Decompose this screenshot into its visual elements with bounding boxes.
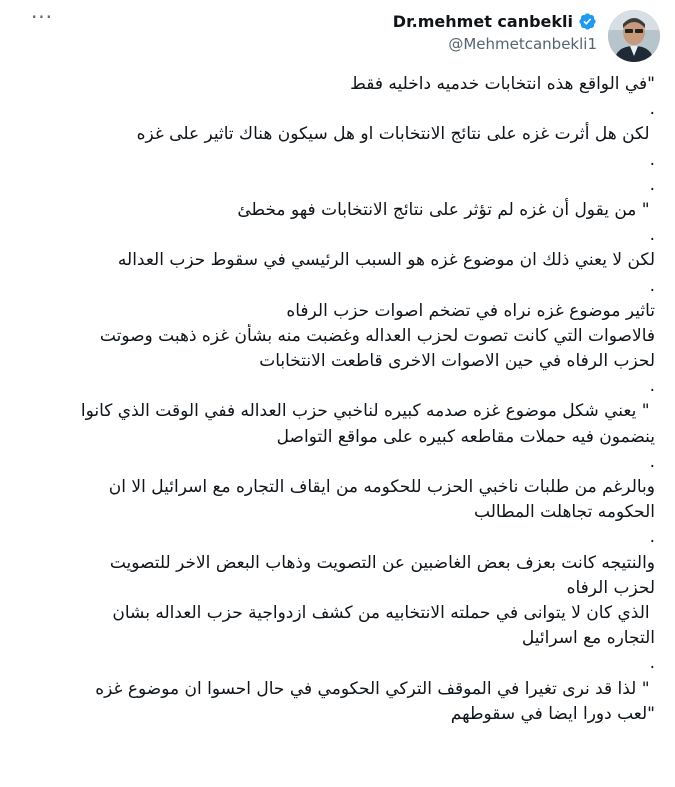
tweet-line: . <box>649 149 655 170</box>
tweet-line: التجاره مع اسرائيل <box>521 628 655 649</box>
author-display-name[interactable]: Dr.mehmet canbekli <box>392 12 573 31</box>
tweet-line: . <box>649 225 655 246</box>
tweet-line: . <box>649 174 655 195</box>
tweet-line: الذي كان لا يتوانى في حملته الانتخابيه من كشف ازدواجية حزب العداله بشان <box>112 602 655 623</box>
tweet-line: لكن لا يعني ذلك ان موضوع غزه هو السبب الرئيسي في سقوط حزب العداله <box>117 250 655 271</box>
author-name-row <box>393 12 597 31</box>
tweet-line: " لذا قد نرى تغيرا في الموقف التركي الحكومي في حال احسوا ان موضوع غزه <box>95 678 655 699</box>
tweet-line: . <box>649 527 655 548</box>
tweet-line: . <box>649 376 655 397</box>
more-options-icon[interactable]: ··· <box>30 5 54 29</box>
tweet-line: لكن هل أثرت غزه على نتائج الانتخابات او هل سيكون هناك تاثير على غزه <box>136 124 655 145</box>
tweet-line: . <box>649 451 655 472</box>
tweet-line: والنتيجه كانت بعزف بعض الغاضبين عن التصويت وذهاب البعض الاخر للتصويت <box>109 552 655 573</box>
author-handle[interactable]: @Mehmetcanbekli1 <box>448 35 597 53</box>
tweet-line: "لعب دورا ايضا في سقوطهم <box>450 703 655 724</box>
author-avatar[interactable] <box>608 10 660 62</box>
profile-photo-icon <box>608 10 660 62</box>
tweet-line: " يعني شكل موضوع غزه صدمه كبيره لناخبي حزب العداله ففي الوقت الذي كانوا <box>80 401 655 422</box>
tweet-line: ينضمون فيه حملات مقاطعه كبيره على مواقع التواصل <box>276 426 655 447</box>
tweet-line: "في الواقع هذه انتخابات خدميه داخليه فقط <box>350 74 655 94</box>
tweet-text <box>24 72 655 727</box>
tweet-line: فالاصوات التي كانت تصوت لحزب العداله وغضبت منه بشأن غزه ذهبت وصوتت <box>99 325 655 346</box>
tweet-line: الحكومه تجاهلت المطالب <box>474 502 655 523</box>
tweet-line: وبالرغم من طلبات ناخبي الحزب للحكومه من ايقاف التجاره مع اسرائيل الا ان <box>108 477 655 497</box>
tweet-line: لحزب الرفاه في حين الاصوات الاخرى قاطعت الانتخابات <box>259 351 655 372</box>
tweet-line: تاثير موضوع غزه نراه في تضخم اصوات حزب الرفاه <box>286 300 655 321</box>
tweet-line: " من يقول أن غزه لم تؤثر على نتائج الانتخابات فهو مخطئ <box>237 199 655 220</box>
tweet-line: لحزب الرفاه <box>566 577 655 598</box>
tweet-line: . <box>649 99 655 120</box>
tweet-line: . <box>649 275 655 296</box>
tweet-line: . <box>649 653 655 674</box>
verified-badge-icon[interactable] <box>578 12 597 31</box>
